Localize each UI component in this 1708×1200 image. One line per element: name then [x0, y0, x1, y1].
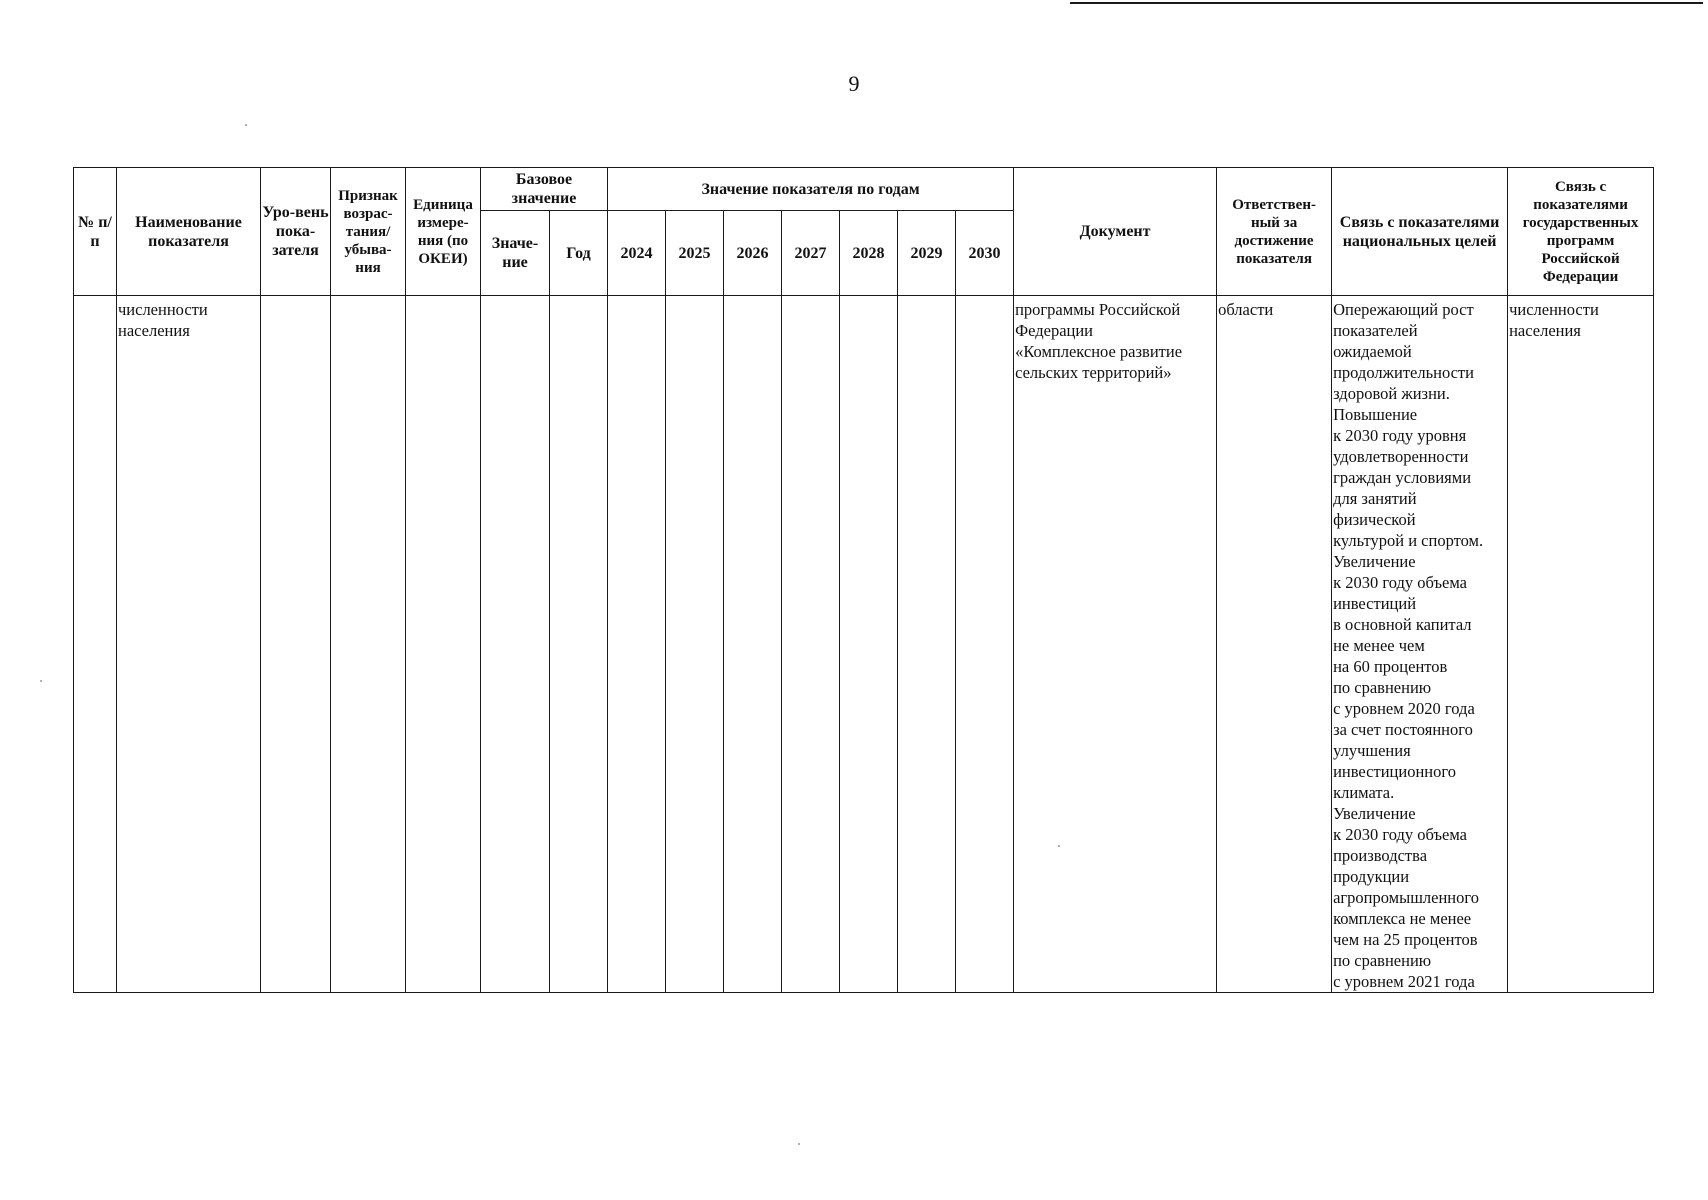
- cell-sign: [331, 296, 406, 993]
- cell-year-2024: [608, 296, 666, 993]
- cell-text-line: области: [1218, 300, 1274, 319]
- header-year-2024: 2024: [608, 211, 666, 296]
- cell-text-line: населения: [1509, 321, 1581, 340]
- cell-year-2029: [898, 296, 956, 993]
- cell-text-line: к 2030 году объема: [1333, 825, 1467, 844]
- cell-text-line: населения: [118, 321, 190, 340]
- header-level: Уро-вень пока-зателя: [261, 168, 331, 296]
- cell-text-line: программы Российской: [1015, 300, 1181, 319]
- table-row: [74, 296, 1654, 993]
- cell-base-year: [550, 296, 608, 993]
- header-year-2026: 2026: [724, 211, 782, 296]
- cell-text-line: по сравнению: [1333, 678, 1432, 697]
- header-sign: Признак возрас-тания/ убыва-ния: [331, 168, 406, 296]
- page-number: 9: [848, 71, 860, 96]
- cell-text-line: с уровнем 2020 года: [1333, 699, 1475, 718]
- cell-document: [1014, 296, 1217, 993]
- header-num: № п/п: [74, 168, 117, 296]
- cell-text-line: культурой и спортом.: [1333, 531, 1484, 550]
- table-header-row: [74, 168, 1654, 211]
- cell-text-line: Увеличение: [1333, 552, 1416, 571]
- cell-text-line: в основной капитал: [1333, 615, 1472, 634]
- header-document: Документ: [1014, 168, 1217, 296]
- scan-dust: [245, 124, 247, 126]
- cell-text-line: продолжительности: [1333, 363, 1474, 382]
- cell-text-line: за счет постоянного: [1333, 720, 1473, 739]
- header-year-2025: 2025: [666, 211, 724, 296]
- cell-text-line: удовлетворенности: [1333, 447, 1469, 466]
- cell-year-2027: [782, 296, 840, 993]
- cell-text-line: к 2030 году объема: [1333, 573, 1467, 592]
- cell-text-line: Опережающий рост: [1333, 300, 1474, 319]
- header-year-2027: 2027: [782, 211, 840, 296]
- cell-text-line: производства: [1333, 846, 1428, 865]
- cell-text-line: численности: [1509, 300, 1599, 319]
- cell-text-line: физической: [1333, 510, 1416, 529]
- cell-text-line: Федерации: [1015, 321, 1094, 340]
- cell-state-programs: [1508, 296, 1654, 993]
- cell-year-2026: [724, 296, 782, 993]
- cell-text-line: граждан условиями: [1333, 468, 1472, 487]
- cell-text-line: численности: [118, 300, 208, 319]
- header-years-group: Значение показателя по годам: [608, 168, 1014, 211]
- cell-text-line: для занятий: [1333, 489, 1417, 508]
- cell-level: [261, 296, 331, 993]
- cell-year-2025: [666, 296, 724, 993]
- cell-text-line: Повышение: [1333, 405, 1418, 424]
- cell-base-value: [481, 296, 550, 993]
- cell-text-line: комплекса не менее: [1333, 909, 1472, 928]
- cell-text-line: чем на 25 процентов: [1333, 930, 1478, 949]
- cell-national-goals: [1332, 296, 1508, 993]
- cell-text-line: на 60 процентов: [1333, 657, 1448, 676]
- cell-unit: [406, 296, 481, 993]
- header-year-2028: 2028: [840, 211, 898, 296]
- cell-text-line: улучшения: [1333, 741, 1411, 760]
- cell-text-line: продукции: [1333, 867, 1410, 886]
- scan-edge-line: [1070, 2, 1703, 4]
- cell-num: [74, 296, 117, 993]
- cell-text-line: климата.: [1333, 783, 1395, 802]
- cell-text-line: ожидаемой: [1333, 342, 1412, 361]
- cell-text-line: показателей: [1333, 321, 1418, 340]
- cell-text-line: инвестиций: [1333, 594, 1417, 613]
- cell-responsible: [1217, 296, 1332, 993]
- header-unit: Единица измере-ния (по ОКЕИ): [406, 168, 481, 296]
- cell-text-line: «Комплексное развитие: [1015, 342, 1183, 361]
- cell-name: [117, 296, 261, 993]
- header-national-goals: Связь с показателями национальных целей: [1332, 168, 1508, 296]
- cell-text-line: по сравнению: [1333, 951, 1432, 970]
- scan-dust: [40, 680, 42, 682]
- cell-text-line: не менее чем: [1333, 636, 1425, 655]
- header-base-value: Значе-ние: [481, 211, 550, 296]
- header-base-group: Базовое значение: [481, 168, 608, 211]
- cell-text-line: с уровнем 2021 года: [1333, 972, 1475, 991]
- cell-text-line: здоровой жизни.: [1333, 384, 1450, 403]
- header-state-programs: Связь с показателями государственных программ Российской Федерации: [1508, 168, 1654, 296]
- header-year-2029: 2029: [898, 211, 956, 296]
- indicators-table: [73, 167, 1654, 993]
- cell-text-line: сельских территорий»: [1015, 363, 1172, 382]
- cell-year-2030: [956, 296, 1014, 993]
- header-base-year: Год: [550, 211, 608, 296]
- header-responsible: Ответствен-ный за достижение показателя: [1217, 168, 1332, 296]
- cell-text-line: агропромышленного: [1333, 888, 1479, 907]
- scan-dust: [798, 1143, 800, 1145]
- header-year-2030: 2030: [956, 211, 1014, 296]
- cell-year-2028: [840, 296, 898, 993]
- header-name: Наименование показателя: [117, 168, 261, 296]
- cell-text-line: инвестиционного: [1333, 762, 1456, 781]
- cell-text-line: к 2030 году уровня: [1333, 426, 1467, 445]
- cell-text-line: Увеличение: [1333, 804, 1416, 823]
